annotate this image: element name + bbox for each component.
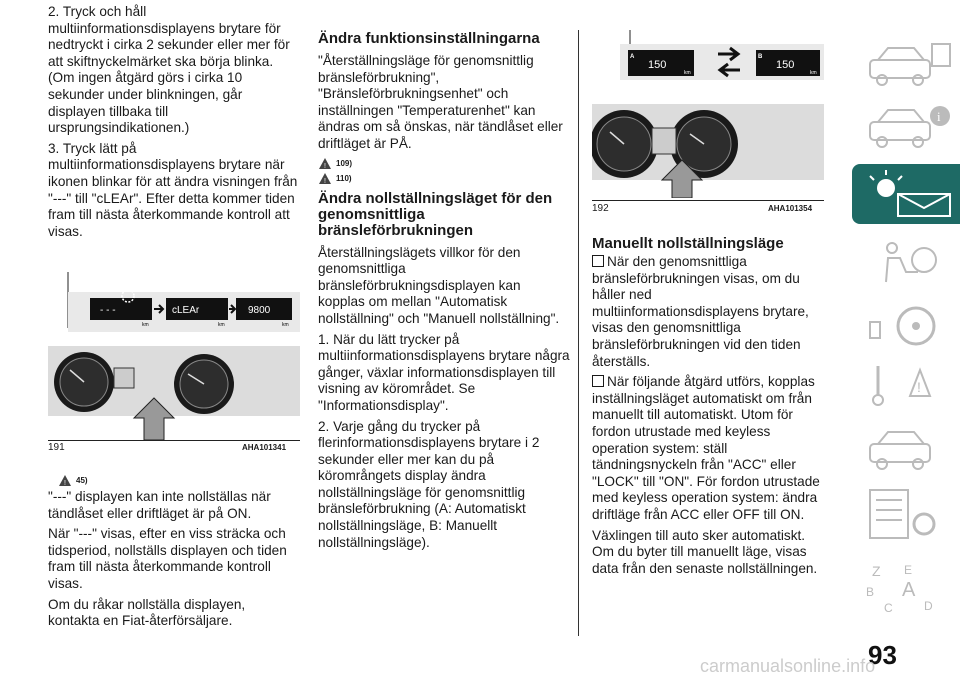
- heading-reset-mode: Ändra nollställningsläget för den genomsnittliga bränsleförbrukningen: [318, 189, 553, 239]
- label-a: A: [630, 54, 635, 60]
- figure-192-code: AHA101354: [768, 204, 813, 213]
- emergency-tools-icon: [864, 360, 954, 410]
- display-unit-2: km: [218, 322, 225, 328]
- display-b-unit: km: [810, 70, 817, 76]
- paragraph-step-1: 1. När du lätt trycker på multiinformationsdisplayens brytare några gånger, växlar informationsdisplayen till visning av körområdet. Se "Informationsdisplay".: [318, 331, 570, 413]
- note-icon: [592, 375, 604, 387]
- column-right: [592, 236, 822, 581]
- instrument-cluster-ab-illustration: [592, 30, 824, 198]
- paragraph-auto-switch-info: Växlingen till auto sker automatiskt. Om du byter till manuellt läge, visas data från den senaste nollställningen.: [592, 527, 818, 576]
- paragraph-reset-conditions: Återställningslägets villkor för den genomsnittliga bränsleförbrukningsdisplayen kan kopplas om mellan "Automatisk nollställning" och "Manuell nollställning".: [318, 244, 560, 326]
- tab-starting-driving[interactable]: [852, 296, 960, 356]
- paragraph-manual-reset: När den genomsnittliga bränsleförbrukningen visas, om du håller ned multiinformationsdisplayens brytare, visas den genomsnittliga bränsleförbrukningen vid den tiden återställs.: [592, 254, 809, 369]
- figure-191-code: AHA101341: [242, 443, 287, 452]
- note-icon: [592, 255, 604, 267]
- heading-change-settings: Ändra funktionsinställningarna: [318, 30, 540, 47]
- svg-text:D: D: [924, 599, 933, 613]
- tab-dashboard-lights[interactable]: [852, 164, 960, 224]
- paragraph-contact-dealer: Om du råkar nollställa displayen, kontakta en Fiat-återförsäljare.: [48, 596, 246, 629]
- display-b-value: 150: [776, 59, 795, 71]
- tab-index[interactable]: [852, 556, 960, 616]
- figure-191: [48, 272, 300, 440]
- svg-text:!: !: [64, 480, 66, 487]
- warning-reference-109: ! 109): [318, 157, 570, 170]
- svg-text:!: !: [917, 379, 921, 395]
- paragraph-step-2b: 2. Varje gång du trycker på flerinformationsdisplayens brytare i 2 sekunder eller mer kan du på körområngets display ändra nollställningsläge för genomsnittlig bränsleförbrukning (A: Automatiskt nollställningsläge, B: Manuellt nollställningsläge).: [318, 418, 540, 550]
- figure-191-rule: [48, 440, 300, 441]
- watermark: carmanualsonline.info: [700, 656, 876, 676]
- display-9800: 9800: [248, 305, 271, 316]
- paragraph-auto-switch: När följande åtgärd utförs, kopplas inställningsläget automatiskt om från manuellt till automatiskt. Utom för fordon utrustade med keyless operation system: ställ tändningsnyckeln från "ACC" eller "LOCK" till "ON". För fordon utrustade med keyless operation system: ändra driftläge från ACC eller OFF till ON.: [592, 374, 820, 522]
- display-unit-3: km: [282, 322, 289, 328]
- svg-text:C: C: [884, 601, 893, 615]
- tab-car-overview[interactable]: [852, 36, 960, 96]
- paragraph-step-2: 2. Tryck och håll multiinformationsdisplayens brytare för nedtryckt i cirka 2 sekunder eller mer för att skiftnyckelmärket ska börja blinka. (Om ingen åtgärd görs i cirka 10 sekunder under blinkningen, går displayen tillbaka till ursprungsindikationen.): [48, 4, 290, 136]
- paragraph-step-3: 3. Tryck lätt på multiinformationsdisplayens brytare när ikonen blinkar för att ändra visningen från "---" till "cLEAr". Efter detta kommer tiden fram till nästa återkommande kontroll att visas.: [48, 140, 298, 239]
- svg-text:Z: Z: [872, 563, 881, 579]
- figure-191-number: 191: [48, 442, 65, 453]
- display-a-unit: km: [684, 70, 691, 76]
- svg-text:B: B: [866, 585, 875, 599]
- warning-triangle-icon: [318, 157, 332, 170]
- page-number: 93: [868, 640, 897, 670]
- tab-maintenance[interactable]: [852, 420, 960, 480]
- car-icon: [864, 40, 954, 90]
- svg-text:!: !: [324, 177, 326, 185]
- display-clear: cLEAr: [172, 305, 200, 316]
- display-a-value: 150: [648, 59, 667, 71]
- airbag-icon: [872, 238, 960, 288]
- heading-manual-reset: Manuellt nollställningsläge: [592, 235, 784, 252]
- warning-light-icon: [858, 166, 958, 222]
- tab-safety[interactable]: [852, 234, 960, 294]
- steering-wheel-icon: [864, 300, 954, 350]
- paragraph-dash-display: "---" displayen kan inte nollställas när tändlåset eller driftläget är på ON.: [48, 489, 271, 521]
- column-divider: [578, 30, 579, 636]
- figure-192-number: 192: [592, 203, 609, 214]
- tab-emergency[interactable]: [852, 356, 960, 416]
- figure-192-rule: [592, 200, 824, 201]
- svg-text:A: A: [902, 579, 916, 601]
- car-maintenance-icon: [864, 424, 954, 474]
- svg-text:!: !: [324, 162, 326, 170]
- paragraph-change-settings: "Återställningsläge för genomsnittlig bränsleförbrukning", "Bränsleförbrukningsenhet" och inställningen "Temperaturenhet" kan ändras om så önskas, när tändlåset eller driftläget är PÅ.: [318, 53, 563, 151]
- paragraph-dash-reset: När "---" visas, efter en viss sträcka och tidsperiod, nollställs displayen och tiden fram till nästa återkommande kontroll visas.: [48, 526, 287, 591]
- warning-triangle-icon: [58, 474, 72, 487]
- car-info-icon: [864, 102, 954, 152]
- label-b: B: [758, 54, 763, 60]
- tab-car-info[interactable]: [852, 98, 960, 158]
- svg-text:i: i: [937, 109, 941, 124]
- tab-technical-data[interactable]: [852, 484, 960, 544]
- figure-192: [592, 30, 824, 198]
- warning-reference-110: ! 110): [318, 172, 570, 185]
- checklist-gear-icon: [864, 486, 954, 542]
- warning-reference-45: ! 45): [58, 474, 298, 487]
- warning-triangle-icon: [318, 172, 332, 185]
- display-dashes: - - -: [100, 305, 116, 316]
- display-unit-1: km: [142, 322, 149, 328]
- instrument-cluster-illustration: [48, 272, 300, 440]
- svg-text:E: E: [904, 563, 913, 577]
- column-left-lower: [48, 472, 298, 634]
- alphabet-index-icon: [864, 556, 954, 622]
